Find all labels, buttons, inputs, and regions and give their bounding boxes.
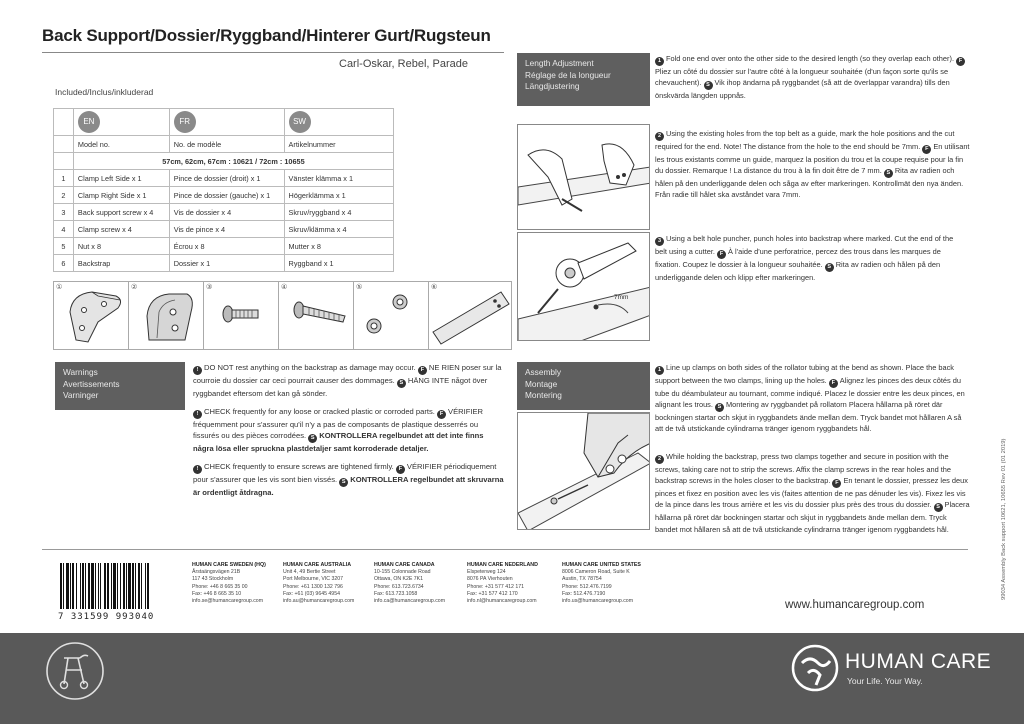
flag-sw-icon: S — [825, 263, 834, 272]
part-2-clamp-right: ② — [128, 281, 212, 350]
header-en: Model no. — [73, 136, 169, 153]
warning-icon: ! — [193, 410, 202, 419]
lang-badge-sw: SW — [289, 111, 311, 133]
email-link[interactable]: info.nl@humancaregroup.com — [467, 598, 537, 605]
address-australia: HUMAN CARE AUSTRALIA Unit 4, 49 Bertie Street Port Melbourne, VIC 3207 Phone: +61 1300 132 796 Fax: +61 (03) 9645 4954 info.au@humancaregroup.com — [283, 562, 377, 605]
length-step-2: 2 Using the existing holes from the top belt as a guide, mark the hole positions and the cut required for the end. Note! The distance from the hole to the end should be 7mm. F En utilisant les trous existants comme un guide, marquez la position du trou et la coupe requise pour la fin du dossier. Remarque ! La distance du trou à la fin doit être de 7 mm. S Rita av radien och hålen på den underliggande delen och såga av efter markeringen. Kontrollmät den nya änden. Från radie till hålet ska avståndet vara 7mm. — [655, 129, 970, 200]
part-1-clamp-left: ① — [53, 281, 137, 350]
assembly-step-1: 1 Line up clamps on both sides of the rollator tubing at the bend as shown. Place the back support between the two clamps, lining up the holes. F Alignez les pinces des deux côtés du tube du déambulateur au tournant, comme indiqué. Placez le dossier entre les deux pinces, en alignant les trous. S Montering av ryggbandet på rollatorn Placera hållarna på röret där bockningen startar och skjut in ryggbandets ände mellan dem. Tryck bandet mot hållaren A så att de två utstickande cylindrarna tränger igenom ryggbandets hål. — [655, 363, 965, 434]
step-number-icon: 2 — [655, 132, 664, 141]
model-number-row — [54, 153, 394, 170]
long-screw-icon — [279, 282, 363, 351]
page-title: Back Support/Dossier/Ryggband/Hinterer Gurt/Rugsteun — [42, 26, 491, 45]
nut-icon — [354, 282, 438, 351]
warning-icon: ! — [193, 366, 202, 375]
flag-fr-icon: F — [396, 465, 405, 474]
language-row — [54, 109, 394, 136]
clamp-right-icon — [129, 282, 213, 351]
address-united-states: HUMAN CARE UNITED STATES 8006 Cameron Road, Suite K Austin, TX 78754 Phone: 512.476.7199 Fax: 512.476.7190 info.us@humancaregroup.com — [562, 562, 656, 605]
barcode-number: 7 331599 993040 — [58, 612, 155, 622]
flag-sw-icon: S — [704, 81, 713, 90]
warning-2: ! CHECK frequently for any loose or cracked plastic or corroded parts. F VÉRIFIER fréquemment pour s'assurer qu'il n'y a pas de composants de plastique desserrés ou fissurés ou des pièces corrodées. S KONTROLLERA regelbundet att det inte finns några lösa eller spruckna plastdetaljer samt korroderade detaljer. — [193, 406, 484, 453]
model-names: Carl-Oskar, Rebel, Parade — [339, 58, 468, 70]
header-fr: No. de modèle — [169, 136, 284, 153]
flag-fr-icon: F — [832, 479, 841, 488]
flag-fr-icon: F — [717, 250, 726, 259]
table-row: 5 Nut x 8 Écrou x 8 Mutter x 8 — [54, 238, 394, 255]
lang-badge-en: EN — [78, 111, 100, 133]
flag-fr-icon: F — [437, 410, 446, 419]
table-row: 4 Clamp screw x 4 Vis de pince x 4 Skruv/klämma x 4 — [54, 221, 394, 238]
email-link[interactable]: info.us@humancaregroup.com — [562, 598, 634, 605]
length-step-3: 3 Using a belt hole puncher, punch holes into backstrap where marked. Cut the end of the belt using a cutter. F À l'aide d'une perforatrice, percez des trous dans les marques de fixation. Coupez le dossier à la longueur souhaitée. S Rita av radien och hålen på den underliggande delen och klipp efter markeringen. — [655, 234, 954, 282]
step-number-icon: 1 — [655, 366, 664, 375]
length-adjustment-label: Length Adjustment Réglage de la longueur Längdjustering — [517, 53, 650, 106]
website-link[interactable]: www.humancaregroup.com — [785, 599, 925, 611]
part-4-clamp-screw: ④ — [278, 281, 362, 350]
address-nederland: HUMAN CARE NEDERLAND Elspeterweg 124 8076 PA Vierhouten Phone: +31 577 412 171 Fax: +31 577 412 170 info.nl@humancaregroup.com — [467, 562, 561, 605]
table-row: 1 Clamp Left Side x 1 Pince de dossier (droit) x 1 Vänster klämma x 1 — [54, 170, 394, 187]
assembly-label: Assembly Montage Montering — [517, 362, 650, 410]
table-row: 2 Clamp Right Side x 1 Pince de dossier (gauche) x 1 Högerklämma x 1 — [54, 187, 394, 204]
document-reference: 99034 Assembly Back support 10621, 10655 Rev 01 (01 2019) — [1001, 438, 1007, 600]
brand-name: HUMAN CARE — [845, 650, 992, 673]
flag-sw-icon: S — [397, 379, 406, 388]
flag-fr-icon: F — [418, 366, 427, 375]
warning-1: ! DO NOT rest anything on the backstrap as damage may occur. F NE RIEN poser sur la courroie du dossier car ceci pourrait causer des dommages. S HÄNG INTE något över ryggbandet eftersom det kan gå sönder. — [193, 363, 502, 398]
measure-label: 7mm — [614, 294, 629, 301]
hole-punch-illustration — [518, 233, 650, 341]
parts-table — [53, 108, 394, 272]
warning-icon: ! — [193, 465, 202, 474]
human-care-logo-icon — [790, 643, 840, 693]
clamp-left-icon — [54, 282, 138, 351]
warnings-text — [193, 362, 505, 504]
illustration-assembly — [517, 412, 650, 530]
brand-tagline: Your Life. Your Way. — [847, 676, 923, 686]
illustration-marking — [517, 124, 650, 230]
step-number-icon: 2 — [655, 455, 664, 464]
warning-3: ! CHECK frequently to ensure screws are tightened firmly. F VÉRIFIER périodiquement pour s'assurer que les vis sont bien vissés. S KONTROLLERA regelbundet att skruvarna är ordentligt åtdragna. — [193, 461, 504, 497]
flag-fr-icon: F — [956, 57, 965, 66]
part-6-backstrap: ⑥ — [428, 281, 512, 350]
footer-divider — [42, 549, 968, 550]
assembly-step-2: 2 While holding the backstrap, press two clamps together and secure in position with the screws, taking care not to strip the screws. Affix the clamp screws in the rear holes and the backstrap screws in the holes closer to the backstrap. F En tenant le dossier, pressez les deux pinces et fixez en position avec les vis (faites attention de ne pas dénuder les vis). Fixez les vis de la pince dans les trous arrière et les vis du dossier plus près des trous du dossier. S Placera hållarna på röret där bockningen startar och skjut in ryggbandets ände mellan dem. Tryck bandet mot hållaren så att de två utstickande cylindrarna tränger igenom ryggbandets hål. — [655, 452, 970, 534]
flag-sw-icon: S — [308, 434, 317, 443]
email-link[interactable]: info.ca@humancaregroup.com — [374, 598, 446, 605]
step-number-icon: 3 — [655, 237, 664, 246]
part-3-back-support-screw: ③ — [203, 281, 287, 350]
flag-sw-icon: S — [339, 478, 348, 487]
lang-badge-fr: FR — [174, 111, 196, 133]
short-screw-icon — [204, 282, 288, 351]
step-number-icon: 1 — [655, 57, 664, 66]
clamp-assembly-illustration — [518, 413, 650, 530]
length-step-1: 1 Fold one end over onto the other side to the desired length (so they overlap each other). FPliez un côté du dossier sur l'autre côté à la longueur souhaitée (d'un façon sorte qu'ils se chevauchent). S Vik ihop ändarna på ryggbandet (så att de överlappar varandra) tills den önskvärda längden uppnås. — [655, 53, 970, 101]
email-link[interactable]: info.se@humancaregroup.com — [192, 598, 264, 605]
flag-sw-icon: S — [715, 403, 724, 412]
marking-hands-illustration — [518, 125, 650, 230]
table-row: 3 Back support screw x 4 Vis de dossier x 4 Skruv/ryggband x 4 — [54, 204, 394, 221]
flag-sw-icon: S — [934, 503, 943, 512]
flag-fr-icon: F — [829, 379, 838, 388]
model-numbers: 57cm, 62cm, 67cm : 10621 / 72cm : 10655 — [73, 153, 393, 170]
included-label: Included/Inclus/inkluderad — [55, 87, 154, 97]
address-sweden: HUMAN CARE SWEDEN (HQ) Årstaängsvägen 21B 117 43 Stockholm Phone: +46 8 665 35 00 Fax: +46 8 665 35 10 info.se@humancaregroup.com — [192, 562, 286, 605]
part-5-nut: ⑤ — [353, 281, 437, 350]
table-header-row — [54, 136, 394, 153]
email-link[interactable]: info.au@humancaregroup.com — [283, 598, 355, 605]
table-row: 6 Backstrap Dossier x 1 Ryggband x 1 — [54, 255, 394, 272]
address-canada: HUMAN CARE CANADA 10-155 Colonnade Road Ottawa, ON K2E 7K1 Phone: 613.723.6734 Fax: 613.723.1058 info.ca@humancaregroup.com — [374, 562, 468, 605]
rollator-icon — [44, 640, 106, 702]
title-divider — [42, 52, 504, 53]
backstrap-icon — [429, 282, 513, 351]
header-sw: Artikelnummer — [284, 136, 393, 153]
warnings-label: Warnings Avertissements Varninger — [55, 362, 185, 410]
barcode — [58, 563, 168, 615]
illustration-punching — [517, 232, 650, 341]
flag-sw-icon: S — [884, 169, 893, 178]
flag-fr-icon: F — [922, 145, 931, 154]
